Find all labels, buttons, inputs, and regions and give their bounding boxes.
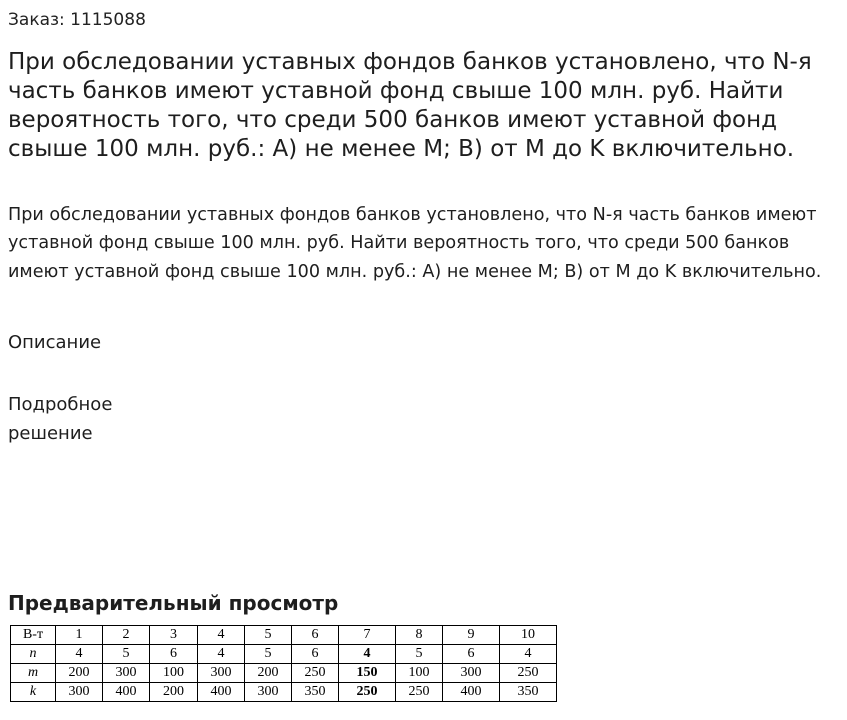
table-cell: 4 (198, 626, 245, 645)
table-cell: 6 (292, 645, 339, 664)
table-cell: 6 (443, 645, 500, 664)
description-label: Описание (8, 332, 102, 353)
table-cell: 9 (443, 626, 500, 645)
table-cell: 400 (198, 683, 245, 702)
table-row-label: m (11, 664, 56, 683)
table-cell: 1 (56, 626, 103, 645)
task-description: При обследовании уставных фондов банков установлено, что N-я часть банков имеют уставной фонд свыше 100 млн. руб. Найти вероятность того, что среди 500 банков имеют уставной фонд свыше 100 млн. руб.: А) не менее M; В) от M до K включительно. (8, 205, 822, 282)
task-title: При обследовании уставных фондов банков установлено, что N-я часть банков имеют уставной фонд свыше 100 млн. руб. Найти вероятность того, что среди 500 банков имеют уставной фонд свыше 100 млн. руб.: А) не менее M; В) от M до K включительно. (8, 49, 812, 162)
table-row-label: k (11, 683, 56, 702)
table-cell: 200 (56, 664, 103, 683)
table-cell: 4 (198, 645, 245, 664)
table-cell: 4 (339, 645, 396, 664)
table-cell: 7 (339, 626, 396, 645)
table-row-n (11, 645, 557, 664)
table-cell: 200 (150, 683, 198, 702)
table-cell: 6 (150, 645, 198, 664)
table-cell: 300 (198, 664, 245, 683)
solution-label: Подробное решение (8, 394, 113, 444)
table-cell: 2 (103, 626, 150, 645)
table-cell: 6 (292, 626, 339, 645)
table-cell: 350 (292, 683, 339, 702)
table-row-label: n (11, 645, 56, 664)
table-cell: 300 (245, 683, 292, 702)
table-cell: 4 (56, 645, 103, 664)
table-cell: 8 (396, 626, 443, 645)
table-cell: 300 (103, 664, 150, 683)
order-number: Заказ: 1115088 (8, 10, 146, 30)
table-cell: 300 (443, 664, 500, 683)
table-cell: 5 (396, 645, 443, 664)
table-cell: В-т (11, 626, 56, 645)
preview-title: Предварительный просмотр (8, 591, 339, 615)
table-cell: 400 (443, 683, 500, 702)
table-cell: 250 (292, 664, 339, 683)
table-cell: 250 (339, 683, 396, 702)
table-cell: 350 (500, 683, 557, 702)
table-cell: 4 (500, 645, 557, 664)
table-row-k (11, 683, 557, 702)
variants-table (10, 625, 557, 702)
table-cell: 10 (500, 626, 557, 645)
table-cell: 200 (245, 664, 292, 683)
table-cell: 250 (500, 664, 557, 683)
table-cell: 300 (56, 683, 103, 702)
table-cell: 150 (339, 664, 396, 683)
table-cell: 3 (150, 626, 198, 645)
table-cell: 5 (245, 645, 292, 664)
table-cell: 250 (396, 683, 443, 702)
table-cell: 100 (150, 664, 198, 683)
table-header-row (11, 626, 557, 645)
table-cell: 400 (103, 683, 150, 702)
table-cell: 5 (245, 626, 292, 645)
table-cell: 5 (103, 645, 150, 664)
table-row-m (11, 664, 557, 683)
table-cell: 100 (396, 664, 443, 683)
